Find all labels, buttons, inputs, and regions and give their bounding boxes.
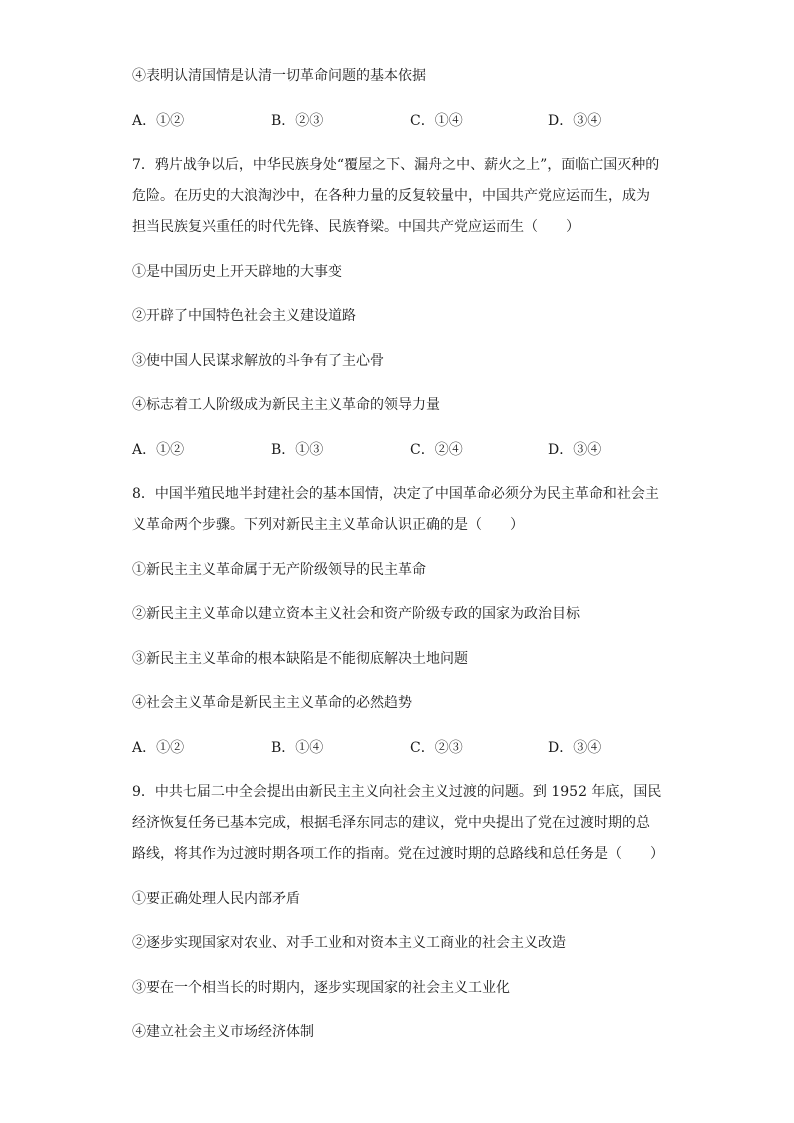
- q8-item-2: ②新民主主义革命以建立资本主义社会和资产阶级专政的国家为政治目标: [132, 606, 580, 622]
- q6-option-d[interactable]: D．③④: [548, 113, 602, 129]
- q8-option-d[interactable]: D．③④: [548, 740, 602, 756]
- q9-stem-line-3: 路线，将其作为过渡时期各项工作的指南。党在过渡时期的总路线和总任务是（ ）: [132, 846, 664, 862]
- q9-item-3: ③要在一个相当长的时期内，逐步实现国家的社会主义工业化: [132, 980, 510, 996]
- q9-item-4: ④建立社会主义市场经济体制: [132, 1024, 314, 1040]
- q7-item-2: ②开辟了中国特色社会主义建设道路: [132, 308, 356, 324]
- q7-stem-line-1: 7．鸦片战争以后，中华民族身处“覆屋之下、漏舟之中、薪火之上”，面临亡国灭种的: [132, 157, 660, 173]
- q8-stem-line-2: 义革命两个步骤。下列对新民主主义革命认识正确的是（ ）: [132, 517, 524, 533]
- q6-option-a[interactable]: A．①②: [132, 113, 185, 129]
- q7-item-1: ①是中国历史上开天辟地的大事变: [132, 264, 342, 280]
- q8-option-a[interactable]: A．①②: [132, 740, 185, 756]
- q6-option-b[interactable]: B．②③: [271, 113, 324, 129]
- q6-option-c[interactable]: C．①④: [410, 113, 463, 129]
- q7-stem-line-2: 危险。在历史的大浪淘沙中，在各种力量的反复较量中，中国共产党应运而生，成为: [132, 188, 650, 204]
- q7-option-a[interactable]: A．①②: [132, 442, 185, 458]
- q9-stem-line-1: 9．中共七届二中全会提出由新民主主义向社会主义过渡的问题。到 1952 年底，国民: [132, 784, 662, 800]
- q8-item-4: ④社会主义革命是新民主主义革命的必然趋势: [132, 695, 412, 711]
- q8-option-b[interactable]: B．①④: [271, 740, 324, 756]
- q9-stem-line-2: 经济恢复任务已基本完成，根据毛泽东同志的建议，党中央提出了党在过渡时期的总: [132, 815, 650, 831]
- q8-item-1: ①新民主主义革命属于无产阶级领导的民主革命: [132, 562, 426, 578]
- q9-item-2: ②逐步实现国家对农业、对手工业和对资本主义工商业的社会主义改造: [132, 935, 566, 951]
- q7-option-b[interactable]: B．①③: [271, 442, 324, 458]
- q7-stem-line-3: 担当民族复兴重任的时代先锋、民族脊梁。中国共产党应运而生（ ）: [132, 219, 580, 235]
- q8-stem-line-1: 8．中国半殖民地半封建社会的基本国情，决定了中国革命必须分为民主革命和社会主: [132, 486, 659, 502]
- q7-option-d[interactable]: D．③④: [548, 442, 602, 458]
- q7-item-4: ④标志着工人阶级成为新民主主义革命的领导力量: [132, 397, 440, 413]
- q6-item-4: ④表明认清国情是认清一切革命问题的基本依据: [132, 68, 426, 84]
- q9-item-1: ①要正确处理人民内部矛盾: [132, 891, 300, 907]
- q7-option-c[interactable]: C．②④: [410, 442, 463, 458]
- q8-item-3: ③新民主主义革命的根本缺陷是不能彻底解决土地问题: [132, 651, 468, 667]
- q7-item-3: ③使中国人民谋求解放的斗争有了主心骨: [132, 353, 384, 369]
- q8-option-c[interactable]: C．②③: [410, 740, 463, 756]
